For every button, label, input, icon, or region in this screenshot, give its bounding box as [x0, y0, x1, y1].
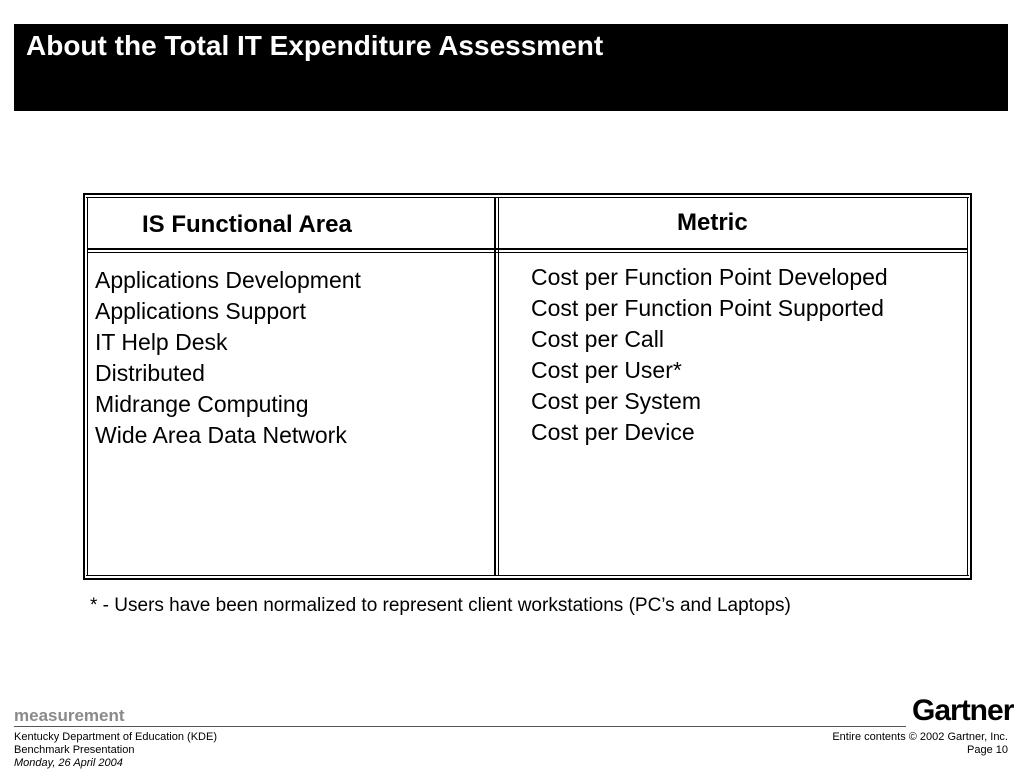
- list-item: Cost per Device: [531, 419, 695, 445]
- footer-presentation: Benchmark Presentation: [14, 744, 135, 756]
- footer-copyright: Entire contents © 2002 Gartner, Inc.: [832, 731, 1008, 743]
- functional-area-list: [95, 265, 361, 451]
- table-border-right-inner: [967, 197, 968, 576]
- table-border-left: [83, 193, 85, 580]
- table-border-top: [83, 193, 972, 195]
- table-border-left-inner: [87, 197, 88, 576]
- footer-right: [832, 731, 1008, 757]
- column-divider: [494, 197, 496, 576]
- header-separator: [87, 248, 968, 250]
- section-word: measurement: [14, 706, 125, 725]
- header-functional-area: IS Functional Area: [142, 211, 352, 238]
- footer-date: Monday, 26 April 2004: [14, 757, 123, 769]
- header-metric: Metric: [677, 209, 748, 236]
- list-item: Applications Development: [95, 267, 361, 293]
- list-item: Distributed: [95, 360, 205, 386]
- footnote: * - Users have been normalized to represent client workstations (PC’s and Laptops): [90, 595, 791, 616]
- list-item: Cost per User*: [531, 357, 682, 383]
- table-border-right: [970, 193, 972, 580]
- title-bar: [14, 24, 1008, 111]
- list-item: Cost per System: [531, 388, 701, 414]
- list-item: Midrange Computing: [95, 391, 309, 417]
- list-item: Cost per Function Point Developed: [531, 264, 888, 290]
- gartner-logo: Gartner: [912, 694, 1014, 727]
- list-item: Wide Area Data Network: [95, 422, 347, 448]
- table-border-bottom: [83, 578, 972, 580]
- list-item: Applications Support: [95, 298, 306, 324]
- table-border-top-inner: [86, 197, 969, 198]
- metric-list: [531, 262, 888, 448]
- table-border-bottom-inner: [86, 575, 969, 576]
- list-item: Cost per Call: [531, 326, 664, 352]
- page-number: Page 10: [967, 744, 1008, 756]
- list-item: IT Help Desk: [95, 329, 228, 355]
- list-item: Cost per Function Point Supported: [531, 295, 884, 321]
- column-divider-inner: [498, 197, 499, 576]
- footer-left: [14, 731, 217, 770]
- header-separator-inner: [87, 252, 968, 253]
- slide-title: About the Total IT Expenditure Assessment: [26, 30, 604, 61]
- metrics-table: [83, 193, 972, 580]
- footer-divider: [14, 726, 906, 727]
- footer-client: Kentucky Department of Education (KDE): [14, 731, 217, 743]
